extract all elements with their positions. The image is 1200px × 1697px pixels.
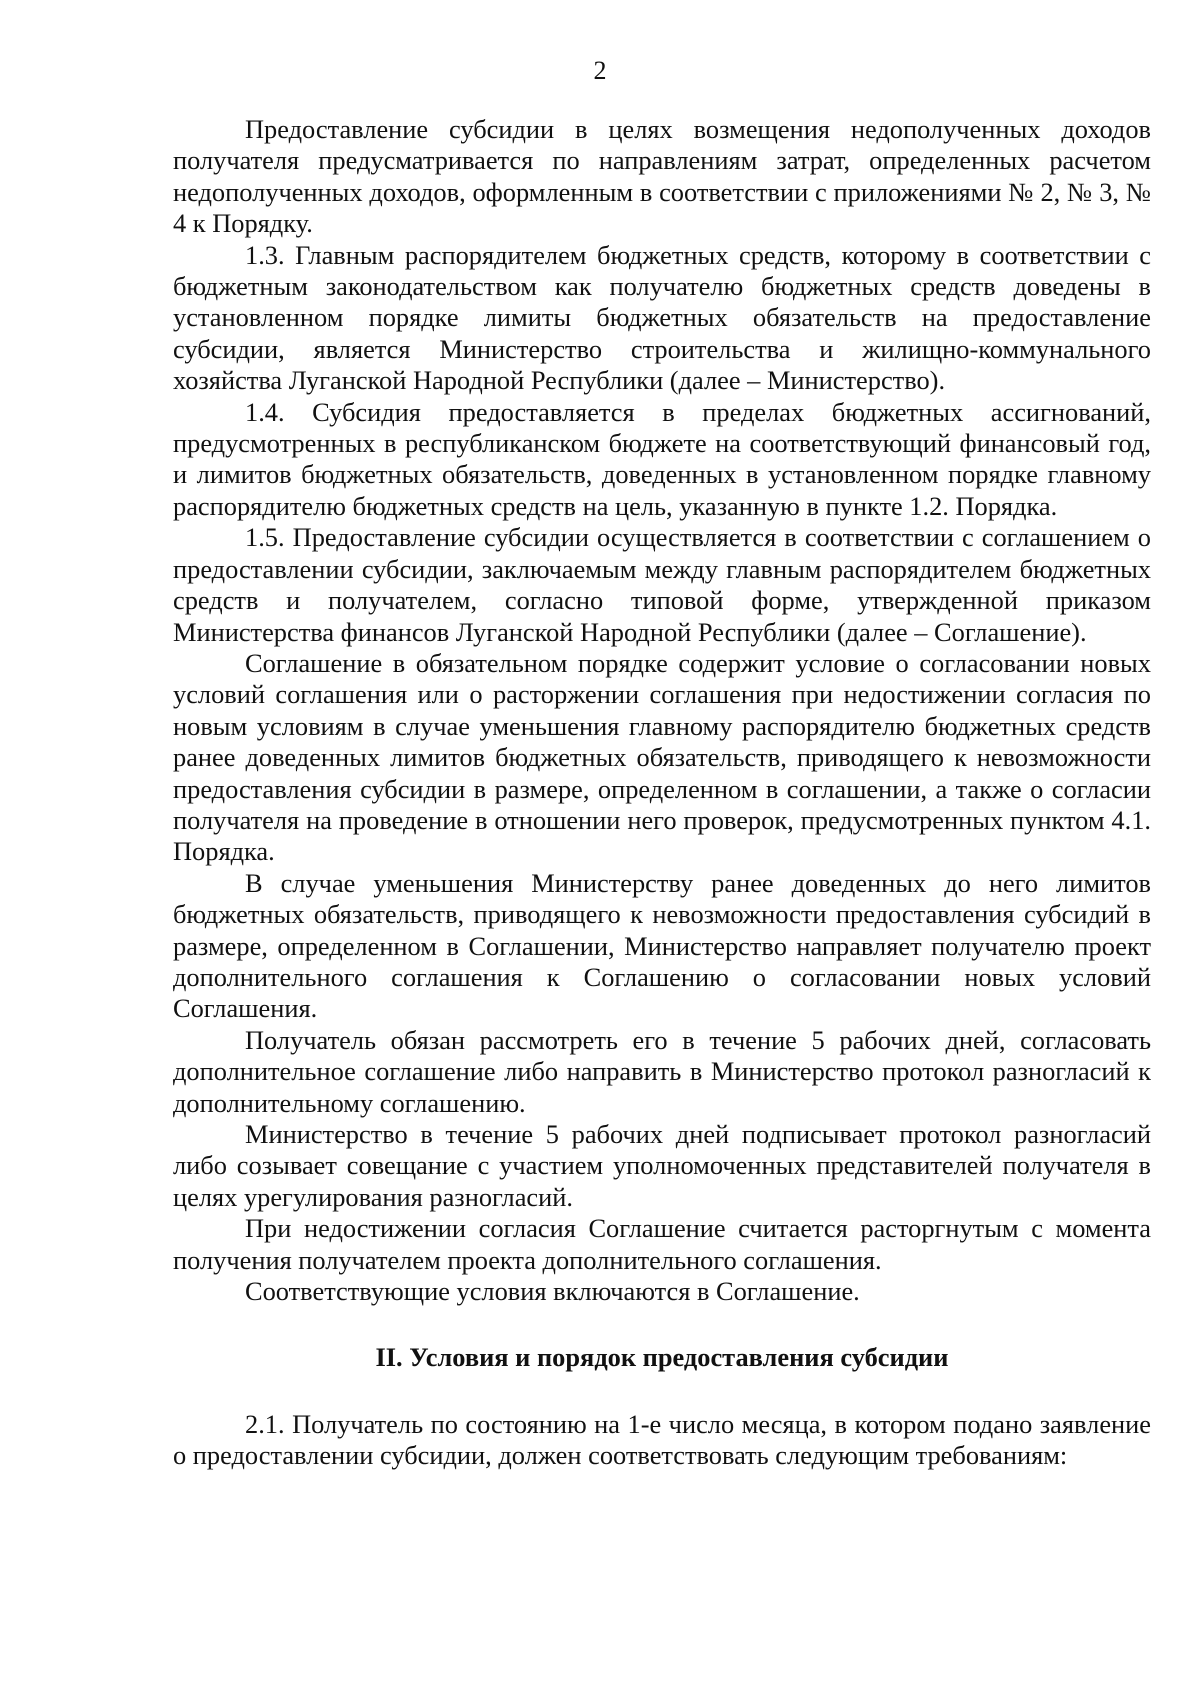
paragraph-agreement-conditions: Соглашение в обязательном порядке содержит условие о согласовании новых условий соглашения или о расторжении соглашения при недостижении согласия по новым условиям в случае уменьшения главному распорядителю бюджетных средств ранее доведенных лимитов бюджетных обязательств, приводящего к невозможности предоставления субсидии в размере, определенном в соглашении, а также о согласии получателя на проведение в отношении него проверок, предусмотренных пунктом 4.1. Порядка. — [173, 647, 1151, 867]
page-number: 2 — [593, 56, 607, 85]
paragraph-conditions-included: Соответствующие условия включаются в Соглашение. — [245, 1276, 860, 1307]
paragraph-1-4-budget-limits: 1.4. Субсидия предоставляется в пределах бюджетных ассигнований, предусмотренных в республиканском бюджете на соответствующий финансовый год, и лимитов бюджетных обязательств, доведенных в установленном порядке главному распорядителю бюджетных средств на цель, указанную в пункте 1.2. Порядка. — [173, 396, 1151, 521]
paragraph-subsidy-directions: Предоставление субсидии в целях возмещения недополученных доходов получателя предусматривается по направлениям затрат, определенных расчетом недополученных доходов, оформленным в соответствии с приложениями № 2, № 3, № 4 к Порядку. — [173, 114, 1151, 239]
paragraph-recipient-review: Получатель обязан рассмотреть его в течение 5 рабочих дней, согласовать дополнительное соглашение либо направить в Министерство протокол разногласий к дополнительному соглашению. — [173, 1024, 1151, 1118]
paragraph-1-3-chief-manager: 1.3. Главным распорядителем бюджетных средств, которому в соответствии с бюджетным законодательством как получателю бюджетных средств доведены в установленном порядке лимиты бюджетных обязательств на предоставление субсидии, является Министерство строительства и жилищно-коммунального хозяйства Луганской Народной Республики (далее – Министерство). — [173, 239, 1151, 396]
paragraph-1-5-agreement: 1.5. Предоставление субсидии осуществляется в соответствии с соглашением о предоставлении субсидии, заключаемым между главным распорядителем бюджетных средств и получателем, согласно типовой форме, утвержденной приказом Министерства финансов Луганской Народной Республики (далее – Соглашение). — [173, 522, 1151, 647]
paragraph-termination: При недостижении согласия Соглашение считается расторгнутым с момента получения получателем проекта дополнительного соглашения. — [173, 1213, 1151, 1275]
document-body — [173, 114, 1151, 1472]
paragraph-limits-reduction: В случае уменьшения Министерству ранее доведенных до него лимитов бюджетных обязательств, приводящего к невозможности предоставления субсидий в размере, определенном в Соглашении, Министерство направляет получателю проект дополнительного соглашения к Соглашению о согласовании новых условий Соглашения. — [173, 867, 1151, 1024]
paragraph-ministry-protocol: Министерство в течение 5 рабочих дней подписывает протокол разногласий либо созывает совещание с участием уполномоченных представителей получателя в целях урегулирования разногласий. — [173, 1119, 1151, 1212]
paragraph-2-1-requirements: 2.1. Получатель по состоянию на 1-е число месяца, в котором подано заявление о предоставлении субсидии, должен соответствовать следующим требованиям: — [173, 1408, 1151, 1471]
section-heading-conditions: II. Условия и порядок предоставления субсидии — [375, 1342, 949, 1373]
